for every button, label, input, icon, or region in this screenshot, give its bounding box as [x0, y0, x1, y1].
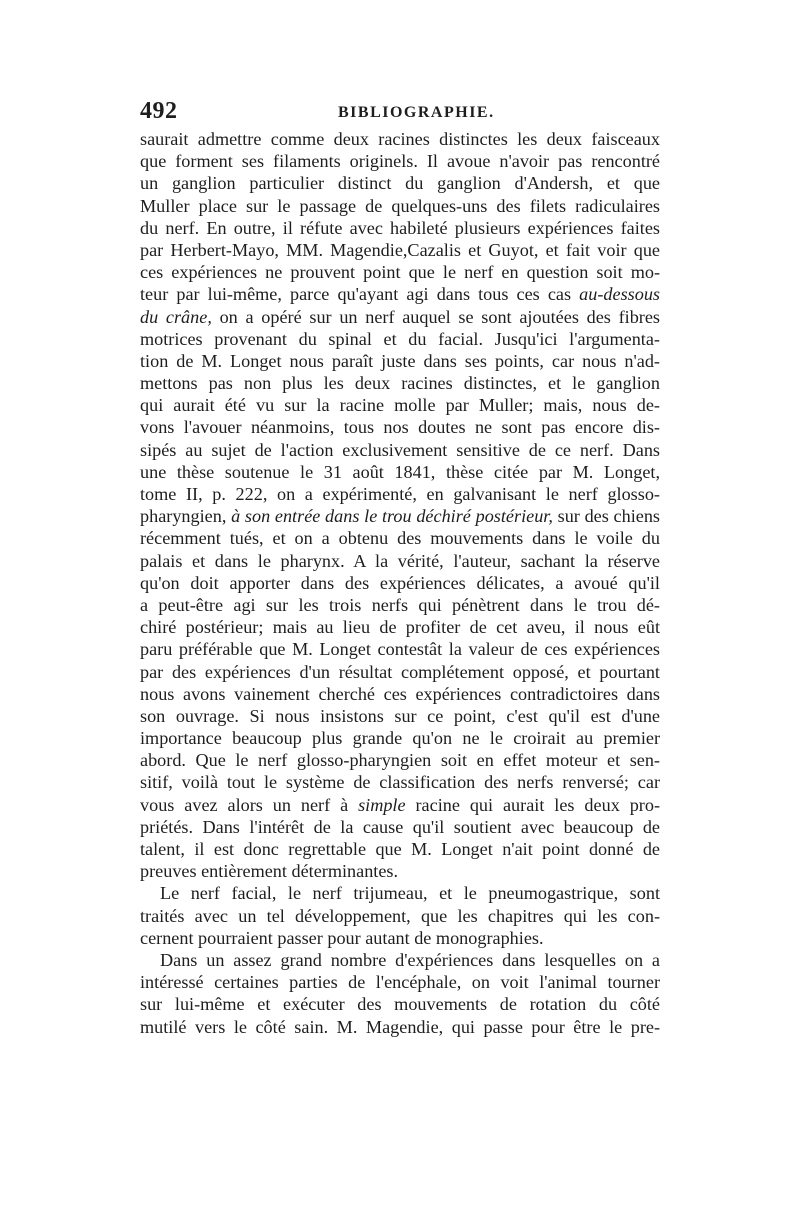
- running-head: BIBLIOGRAPHIE.: [338, 104, 495, 121]
- text-segment: traités avec un tel développement, que les chapitres qui les con-: [140, 905, 660, 926]
- text-segment: sipés au sujet de l'action exclusivement sensitive de ce nerf. Dans: [140, 439, 660, 460]
- text-segment: cernent pourraient passer pour autant de monographies.: [140, 927, 544, 948]
- text-line: [140, 905, 660, 927]
- text-line: [140, 150, 660, 172]
- text-segment: mutilé vers le côté sain. M. Magendie, qui passe pour être le pre-: [140, 1016, 660, 1037]
- text-line: [140, 993, 660, 1015]
- text-segment: abord. Que le nerf glosso-pharyngien soit en effet moteur et sen-: [140, 750, 660, 771]
- text-segment: tome II, p. 222, on a expérimenté, en galvanisant le nerf glosso-: [140, 484, 660, 504]
- text-segment: que forment ses filaments originels. Il avoue n'avoir pas rencontré: [140, 151, 660, 172]
- text-segment: a peut-être agi sur les trois nerfs qui pénètrent dans le trou dé-: [140, 594, 660, 615]
- text-segment: on a opéré sur un nerf auquel se sont ajoutées des fibres: [211, 306, 660, 327]
- text-line: [140, 527, 660, 549]
- page-number: 492: [140, 98, 178, 124]
- text-line: [140, 306, 660, 328]
- text-segment: une thèse soutenue le 31 août 1841, thèse citée par M. Longet,: [140, 461, 660, 482]
- text-segment: un ganglion particulier distinct du ganglion d'Andersh, et que: [140, 173, 660, 194]
- text-line: [140, 594, 660, 616]
- text-line: [140, 350, 660, 372]
- text-line: [140, 550, 660, 572]
- text-segment: nous avons vainement cherché ces expériences contradictoires dans: [140, 683, 660, 704]
- text-segment: vous avez alors un nerf à: [140, 794, 359, 815]
- text-line: [140, 439, 660, 461]
- text-line: [140, 372, 660, 394]
- text-segment: sur des chiens: [552, 506, 661, 527]
- text-line: [140, 838, 660, 860]
- text-line: [140, 128, 660, 150]
- text-segment: priétés. Dans l'intérêt de la cause qu'il soutient avec beaucoup de: [140, 816, 660, 837]
- text-segment: Muller place sur le passage de quelques-uns des filets radiculaires: [140, 195, 660, 216]
- text-line: [140, 394, 660, 416]
- text-segment: chiré postérieur; mais au lieu de profiter de cet aveu, il nous eût: [140, 617, 660, 638]
- text-segment: pharyngien,: [140, 506, 232, 527]
- text-segment: teur par lui-même, parce qu'ayant agi dans tous ces cas: [140, 284, 580, 305]
- text-segment: preuves entièrement déterminantes.: [140, 861, 399, 882]
- text-segment: tion de M. Longet nous paraît juste dans ses points, car nous n'ad-: [140, 350, 660, 371]
- text-line: [140, 195, 660, 217]
- text-segment: qu'on doit apporter dans des expériences délicates, a avoué qu'il: [140, 572, 660, 593]
- text-segment: qui aurait été vu sur la racine molle par Muller; mais, nous de-: [140, 395, 660, 416]
- text-line: [140, 749, 660, 771]
- text-segment: Le nerf facial, le nerf trijumeau, et le pneumogastrique, sont: [160, 883, 660, 904]
- text-segment: du nerf. En outre, il réfute avec habileté plusieurs expériences faites: [140, 217, 660, 238]
- body-text: [140, 128, 660, 1038]
- text-segment: vons l'avouer néanmoins, tous nos doutes ne sont pas encore dis-: [140, 417, 660, 438]
- italic-text: du crâne,: [140, 306, 212, 327]
- text-line: [140, 971, 660, 993]
- text-line: [140, 638, 660, 660]
- text-segment: mettons pas non plus les deux racines distinctes, et le ganglion: [140, 373, 660, 394]
- text-line: [140, 461, 660, 483]
- italic-text: au-dessous: [579, 284, 660, 305]
- text-line: [140, 927, 660, 949]
- text-line: [140, 172, 660, 194]
- text-line: [140, 771, 660, 793]
- text-segment: talent, il est donc regrettable que M. Longet n'ait point donné de: [140, 839, 660, 859]
- text-segment: par des expériences d'un résultat complétement opposé, et pourtant: [140, 661, 660, 682]
- text-segment: récemment tués, et on a obtenu des mouvements dans le voile du: [140, 528, 660, 549]
- text-line: [140, 572, 660, 594]
- text-line: [140, 483, 660, 505]
- text-segment: motrices provenant du spinal et du facial. Jusqu'ici l'argumenta-: [140, 328, 660, 349]
- page-header: [140, 98, 660, 128]
- text-segment: racine qui aurait les deux pro-: [405, 794, 660, 815]
- text-segment: palais et dans le pharynx. A la vérité, l'auteur, sachant la réserve: [140, 550, 660, 571]
- text-segment: ces expériences ne prouvent point que le nerf en question soit mo-: [140, 262, 660, 283]
- text-line: [140, 416, 660, 438]
- text-line: [140, 683, 660, 705]
- text-line: [140, 239, 660, 261]
- text-segment: intéressé certaines parties de l'encéphale, on voit l'animal tourner: [140, 972, 660, 993]
- text-segment: sitif, voilà tout le système de classification des nerfs renversé; car: [140, 772, 660, 793]
- text-line: [140, 860, 660, 882]
- italic-text: à son entrée dans le trou déchiré postérieur,: [231, 506, 553, 527]
- text-segment: par Herbert-Mayo, MM. Magendie,Cazalis et Guyot, et fait voir que: [140, 239, 660, 260]
- text-line: [140, 328, 660, 350]
- text-line: [140, 727, 660, 749]
- italic-text: simple: [358, 794, 406, 815]
- text-line: [140, 661, 660, 683]
- text-line: [140, 794, 660, 816]
- text-segment: importance beaucoup plus grande qu'on ne le croirait au premier: [140, 728, 660, 749]
- text-line: [140, 816, 660, 838]
- text-line: [140, 705, 660, 727]
- text-line: [140, 217, 660, 239]
- text-line: [140, 1016, 660, 1038]
- text-line: [140, 261, 660, 283]
- text-segment: sur lui-même et exécuter des mouvements de rotation du côté: [140, 994, 660, 1015]
- text-line: [140, 505, 660, 527]
- text-line: [140, 283, 660, 305]
- text-segment: son ouvrage. Si nous insistons sur ce point, c'est qu'il est d'une: [140, 705, 660, 726]
- text-line: [140, 949, 660, 971]
- text-line: [140, 616, 660, 638]
- text-segment: paru préférable que M. Longet contestât la valeur de ces expériences: [140, 639, 660, 660]
- text-segment: saurait admettre comme deux racines distinctes les deux faisceaux: [140, 129, 660, 149]
- text-line: [140, 882, 660, 904]
- text-segment: Dans un assez grand nombre d'expériences dans lesquelles on a: [160, 949, 660, 970]
